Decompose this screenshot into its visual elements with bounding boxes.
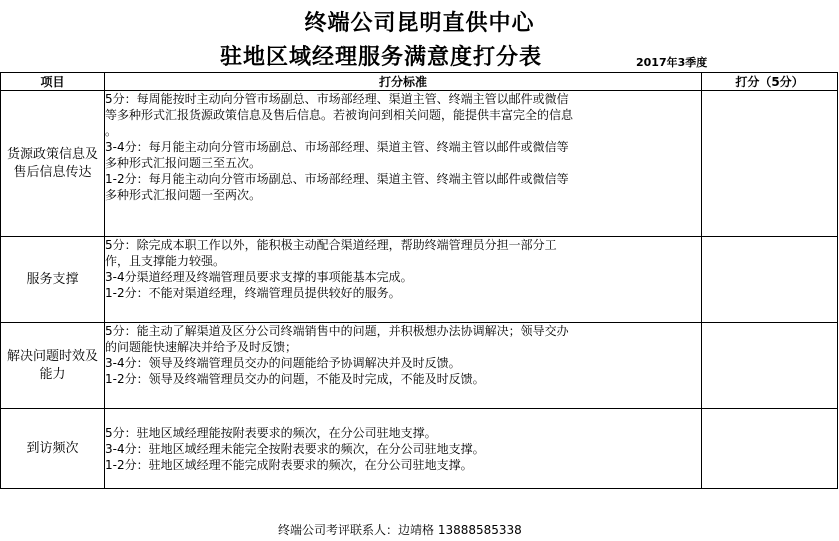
score-cell[interactable] <box>702 323 838 409</box>
criteria-line: 1-2分：每月能主动向分管市场副总、市场部经理、渠道主管、终端主管以邮件或微信等 <box>105 172 569 186</box>
row-item: 到访频次 <box>1 409 105 489</box>
row-item: 解决问题时效及能力 <box>1 323 105 409</box>
title-line-2: 驻地区域经理服务满意度打分表 <box>220 45 543 70</box>
row-criteria <box>105 91 702 237</box>
score-cell[interactable] <box>702 237 838 323</box>
criteria-line: 等多种形式汇报货源政策信息及售后信息。若被询问到相关问题，能提供丰富完全的信息 <box>105 108 574 122</box>
score-cell[interactable] <box>702 91 838 237</box>
contact-footer: 终端公司考评联系人：边靖格 13888585338 <box>278 523 522 537</box>
table-header-row <box>1 73 838 91</box>
table-row <box>1 237 838 323</box>
criteria-line: 1-2分：领导及终端管理员交办的问题，不能及时完成，不能及时反馈。 <box>105 372 485 386</box>
criteria-line: 。 <box>105 124 118 138</box>
criteria-line: 3-4分：领导及终端管理员交办的问题能给予协调解决并及时反馈。 <box>105 356 461 370</box>
criteria-line: 作，且支撑能力较强。 <box>105 254 226 268</box>
header-item: 项目 <box>1 73 105 91</box>
row-item: 货源政策信息及售后信息传达 <box>1 91 105 237</box>
criteria-line: 多种形式汇报问题三至五次。 <box>105 156 262 170</box>
header-criteria: 打分标准 <box>105 73 702 91</box>
criteria-line: 多种形式汇报问题一至两次。 <box>105 188 262 202</box>
criteria-line: 5分：能主动了解渠道及区分公司终端销售中的问题，并积极想办法协调解决；领导交办 <box>105 324 569 338</box>
row-criteria <box>105 323 702 409</box>
criteria-line: 3-4分：驻地区域经理未能完全按附表要求的频次，在分公司驻地支撑。 <box>105 441 485 456</box>
row-criteria <box>105 409 702 489</box>
criteria-line: 的问题能快速解决并给予及时反馈； <box>105 340 298 354</box>
criteria-line: 1-2分：驻地区域经理不能完成附表要求的频次，在分公司驻地支撑。 <box>105 457 473 472</box>
criteria-line: 3-4分：每月能主动向分管市场副总、市场部经理、渠道主管、终端主管以邮件或微信等 <box>105 140 569 154</box>
table-row <box>1 409 838 489</box>
score-cell[interactable] <box>702 409 838 489</box>
score-table <box>0 72 838 489</box>
quarter-label: 2017年3季度 <box>636 56 708 69</box>
row-item: 服务支撑 <box>1 237 105 323</box>
row-criteria <box>105 237 702 323</box>
criteria-line: 5分：除完成本职工作以外，能积极主动配合渠道经理，帮助终端管理员分担一部分工 <box>105 238 557 252</box>
table-row <box>1 323 838 409</box>
title-line-1: 终端公司昆明直供中心 <box>304 11 535 36</box>
table-row <box>1 91 838 237</box>
criteria-line: 5分：驻地区域经理能按附表要求的频次，在分公司驻地支撑。 <box>105 425 437 440</box>
header-score: 打分（5分） <box>702 73 838 91</box>
criteria-line: 3-4分渠道经理及终端管理员要求支撑的事项能基本完成。 <box>105 270 413 284</box>
criteria-line: 5分：每周能按时主动向分管市场副总、市场部经理、渠道主管、终端主管以邮件或微信 <box>105 92 569 106</box>
criteria-line: 1-2分：不能对渠道经理，终端管理员提供较好的服务。 <box>105 286 401 300</box>
